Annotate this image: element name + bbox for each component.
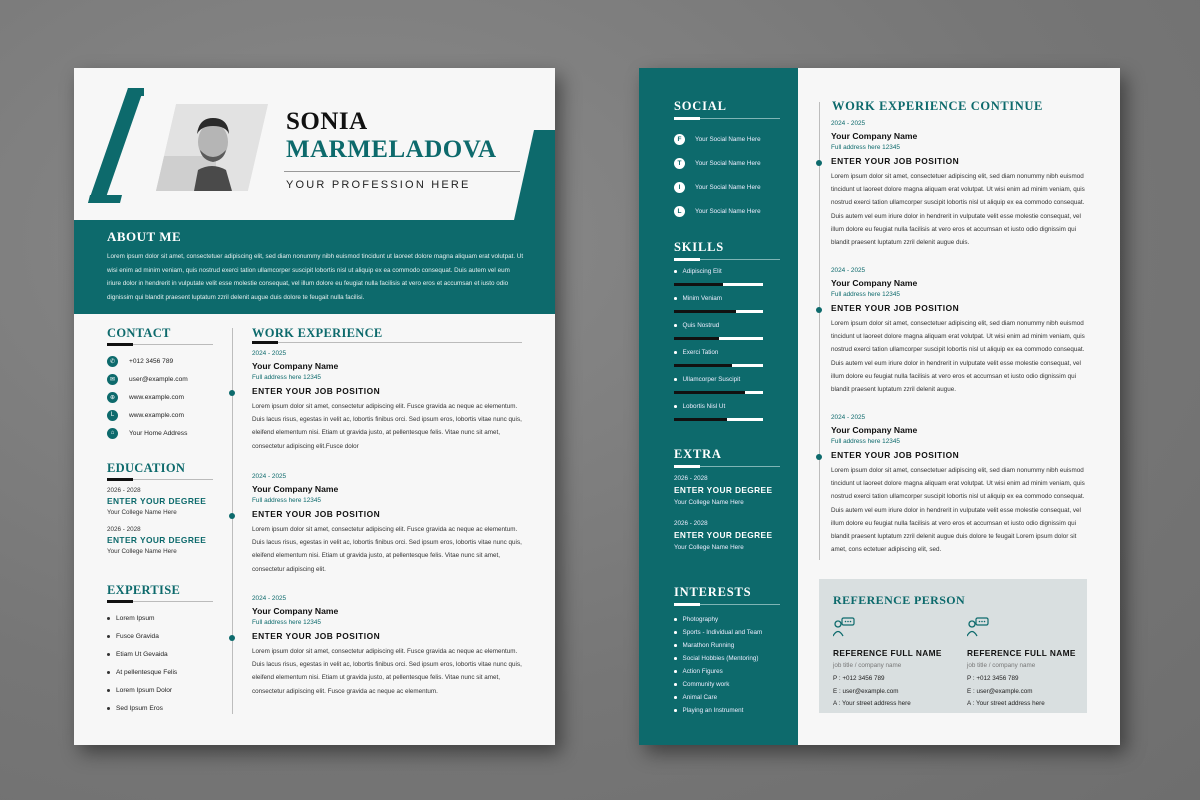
reference-phone: P : +012 3456 789 <box>967 675 1019 682</box>
skill-level-fill <box>674 337 719 340</box>
bullet-icon <box>107 635 110 638</box>
social-label: Your Social Name Here <box>695 135 761 143</box>
skill-level-bar <box>674 310 763 313</box>
skills-section <box>674 240 784 430</box>
job-position: ENTER YOUR JOB POSITION <box>831 450 960 460</box>
expertise-label: Lorem Ipsum <box>116 614 155 622</box>
reference-card <box>833 617 953 713</box>
work-experience-title: WORK EXPERIENCE <box>252 326 383 340</box>
reference-job: job title / company name <box>967 662 1036 669</box>
expertise-title: EXPERTISE <box>107 583 181 597</box>
extra-title: EXTRA <box>674 447 722 461</box>
reference-name: REFERENCE FULL NAME <box>967 648 1076 658</box>
job-description: Lorem ipsum dolor sit amet, consectetur adipiscing elit. Fusce gravida ac neque ac elementum. Duis lacus risus, egestas in velit ac, lobortis finibus orci. Sed ipsum eros, lobortis vitae nunc quis, eleifend elementum nisi. Etiam ut gravida justo, at pellentesque felis. Vitae nunc sit amet, consectetur adipiscing elit.Fusce dolor <box>252 403 522 450</box>
job-position: ENTER YOUR JOB POSITION <box>252 631 381 641</box>
work-continue-title: WORK EXPERIENCE CONTINUE <box>832 99 1043 113</box>
web-icon: ⊕ <box>107 392 118 403</box>
section-divider <box>674 118 780 119</box>
person-speech-icon <box>967 617 989 637</box>
reference-card <box>967 617 1087 713</box>
skill-label <box>674 376 784 383</box>
extra-year: 2026 - 2028 <box>674 520 708 527</box>
education-year: 2026 - 2028 <box>107 526 141 533</box>
job-year: 2024 - 2025 <box>252 595 287 602</box>
extra-section <box>674 447 784 551</box>
linkedin-icon: L <box>107 410 118 421</box>
job-address: Full address here 12345 <box>831 291 900 298</box>
bullet-icon <box>674 631 677 634</box>
contact-website[interactable] <box>107 388 217 406</box>
job-description: Lorem ipsum dolor sit amet, consectetur adipiscing elit. Fusce gravida ac neque ac elementum. Duis lacus risus, egestas in velit ac, lobortis finibus orci. Sed ipsum eros, lobortis vitae nunc quis, eleifend elementum nisi. Etiam ut gravida justo, at pellentesque felis. Vitae nunc sit amet, consectetur adipiscing elit. Fusce gravida ac neque ac elementum. <box>252 648 522 695</box>
work-item <box>252 595 524 698</box>
education-degree: ENTER YOUR DEGREE <box>107 535 207 545</box>
timeline-dot <box>229 390 235 396</box>
bullet-icon <box>674 644 677 647</box>
social-item[interactable] <box>674 151 784 175</box>
social-section <box>674 99 784 223</box>
extra-item <box>674 475 784 506</box>
bullet-icon <box>107 653 110 656</box>
instagram-icon: I <box>674 182 685 193</box>
skill-level-bar <box>674 391 763 394</box>
skill-item <box>674 376 784 403</box>
expertise-label: Sed Ipsum Eros <box>116 704 163 712</box>
contact-text: user@example.com <box>129 375 188 383</box>
facebook-icon: F <box>674 134 685 145</box>
interest-item <box>674 704 784 717</box>
reference-job: job title / company name <box>833 662 902 669</box>
job-company: Your Company Name <box>831 131 918 141</box>
bullet-icon <box>674 709 677 712</box>
linkedin-icon: L <box>674 206 685 217</box>
bullet-icon <box>674 351 677 354</box>
section-divider <box>107 344 213 345</box>
interest-label: Sports - Individual and Team <box>682 629 763 636</box>
reference-phone: P : +012 3456 789 <box>833 675 885 682</box>
expertise-item <box>107 681 217 699</box>
skill-item <box>674 403 784 430</box>
about-section <box>74 220 555 314</box>
contact-email[interactable] <box>107 370 217 388</box>
expertise-label: Fusce Gravida <box>116 632 159 640</box>
skill-name: Exerci Tation <box>682 349 719 356</box>
last-name: MARMELADOVA <box>286 136 497 163</box>
bullet-icon <box>674 696 677 699</box>
header-right-accent <box>514 130 555 220</box>
job-position: ENTER YOUR JOB POSITION <box>831 156 960 166</box>
interest-label: Marathon Running <box>682 642 735 649</box>
skill-label <box>674 349 784 356</box>
reference-name: REFERENCE FULL NAME <box>833 648 942 658</box>
section-divider <box>107 479 213 480</box>
skill-item <box>674 268 784 295</box>
contact-section <box>107 326 217 442</box>
education-title: EDUCATION <box>107 461 186 475</box>
skill-label <box>674 322 784 329</box>
work-item <box>252 350 524 453</box>
work-item <box>831 120 1091 249</box>
bullet-icon <box>674 297 677 300</box>
work-item <box>831 267 1091 396</box>
skill-item <box>674 322 784 349</box>
reference-title: REFERENCE PERSON <box>833 593 966 607</box>
left-column <box>107 326 217 717</box>
skill-level-fill <box>674 364 732 367</box>
education-year: 2026 - 2028 <box>107 487 141 494</box>
skill-level-bar <box>674 418 763 421</box>
resume-header <box>74 68 555 220</box>
skill-label <box>674 295 784 302</box>
extra-item <box>674 520 784 551</box>
work-item <box>831 414 1091 556</box>
phone-icon: ✆ <box>107 356 118 367</box>
section-divider <box>674 259 780 260</box>
bullet-icon <box>107 617 110 620</box>
skill-label <box>674 268 784 275</box>
interests-title: INTERESTS <box>674 585 752 599</box>
expertise-item <box>107 645 217 663</box>
section-divider <box>674 466 780 467</box>
skill-level-bar <box>674 337 763 340</box>
contact-text: www.example.com <box>129 393 184 401</box>
skill-name: Ullamcorper Suscipit <box>682 376 741 383</box>
job-year: 2024 - 2025 <box>831 267 866 274</box>
job-address: Full address here 12345 <box>831 438 900 445</box>
timeline-dot <box>229 513 235 519</box>
skill-level-bar <box>674 283 763 286</box>
reference-address: A : Your street address here <box>833 700 911 707</box>
interest-item <box>674 626 784 639</box>
job-description: Lorem ipsum dolor sit amet, consectetuer adipiscing elit, sed diam nonummy nibh euismod tincidunt ut laoreet dolore magna aliquam erat volutpat. Ut wisi enim ad minim veniam, quis nostrud exerci tation ullamcorper suscipit lobortis nisl ut aliquip ex ea commodo consequat. Duis autem vel eum iriure dolor in hendrerit in vulputate velit esse molestie consequat, vel illum dolore eu feugiat nulla facilisis at vero eros et accumsan et iusto odio dignissim qui blandit praesent luptatum zzril delenit augue. <box>831 320 1085 394</box>
timeline-line <box>232 328 233 714</box>
bullet-icon <box>674 657 677 660</box>
job-company: Your Company Name <box>831 425 918 435</box>
contact-address <box>107 424 217 442</box>
skill-label <box>674 403 784 410</box>
extra-degree: ENTER YOUR DEGREE <box>674 485 773 495</box>
interest-item <box>674 652 784 665</box>
interest-item <box>674 678 784 691</box>
bullet-icon <box>674 405 677 408</box>
education-section <box>107 461 217 555</box>
profession-title: YOUR PROFESSION HERE <box>286 179 471 191</box>
social-label: Your Social Name Here <box>695 207 761 215</box>
profile-photo <box>156 104 268 191</box>
job-year: 2024 - 2025 <box>252 350 287 357</box>
job-year: 2024 - 2025 <box>252 473 287 480</box>
education-college: Your College Name Here <box>107 509 177 516</box>
section-divider <box>107 601 213 602</box>
home-icon: ⌂ <box>107 428 118 439</box>
job-company: Your Company Name <box>831 278 918 288</box>
extra-college: Your College Name Here <box>674 499 744 506</box>
skill-level-fill <box>674 391 745 394</box>
social-label: Your Social Name Here <box>695 183 761 191</box>
expertise-label: Etiam Ut Gevaida <box>116 650 168 658</box>
about-text: Lorem ipsum dolor sit amet, consectetuer adipiscing elit, sed diam nonummy nibh euismod tincidunt ut laoreet dolore magna aliquam erat volutpat. Ut wisi enim ad minim veniam, quis nostrud exerci tation ullamcorper suscipit lobortis nisl ut aliquip ex ea commodo consequat. Duis autem vel eum iriure dolor in hendrerit in vulputate velit esse molestie consequat, vel illum dolore eu feugiat nulla facilisis at vero eros et accumsan et iusto odio dignissim qui blandit praesent luptatum zzril delenit augue duis dolore te feugait nulla facilisi. <box>107 253 524 301</box>
skill-name: Minim Veniam <box>682 295 723 302</box>
bullet-icon <box>674 618 677 621</box>
job-year: 2024 - 2025 <box>831 120 866 127</box>
expertise-item <box>107 699 217 717</box>
interest-label: Action Figures <box>682 668 723 675</box>
job-address: Full address here 12345 <box>252 497 321 504</box>
skill-item <box>674 295 784 322</box>
timeline-line <box>819 102 820 560</box>
job-position: ENTER YOUR JOB POSITION <box>252 386 381 396</box>
name-divider <box>284 171 520 172</box>
twitter-icon: T <box>674 158 685 169</box>
contact-title: CONTACT <box>107 326 171 340</box>
bullet-icon <box>107 689 110 692</box>
job-description: Lorem ipsum dolor sit amet, consectetuer adipiscing elit, sed diam nonummy nibh euismod tincidunt ut laoreet dolore magna aliquam erat volutpat. Ut wisi enim ad minim veniam, quis nostrud exerci tation ullamcorper suscipit lobortis nisl ut aliquip ex ea commodo consequat. Duis autem vel eum iriure dolor in hendrerit in vulputate velit esse molestie consequat, vel illum dolore eu feugiat nulla facilisis at vero eros et accumsan et iusto odio dignissim qui blandit praesent luptatum zzril delenit augue duis dolore te feugait Lorem ipsum dolor sit amet, cons ectetuer adipiscing elit, sed. <box>831 467 1085 554</box>
job-company: Your Company Name <box>252 484 339 494</box>
job-company: Your Company Name <box>252 361 339 371</box>
contact-text: Your Home Address <box>129 429 188 437</box>
skill-level-fill <box>674 310 736 313</box>
social-label: Your Social Name Here <box>695 159 761 167</box>
bullet-icon <box>107 707 110 710</box>
education-item <box>107 526 217 555</box>
contact-linkedin[interactable] <box>107 406 217 424</box>
bullet-icon <box>674 324 677 327</box>
email-icon: ✉ <box>107 374 118 385</box>
expertise-item <box>107 663 217 681</box>
interest-label: Animal Care <box>682 694 718 701</box>
resume-page-1 <box>74 68 555 745</box>
expertise-item <box>107 609 217 627</box>
reference-email: E : user@example.com <box>967 687 1033 695</box>
reference-address: A : Your street address here <box>967 700 1045 707</box>
skills-title: SKILLS <box>674 240 724 254</box>
job-company: Your Company Name <box>252 606 339 616</box>
header-bracket-decoration <box>88 88 144 203</box>
section-divider <box>674 604 780 605</box>
social-item[interactable] <box>674 199 784 223</box>
interest-item <box>674 691 784 704</box>
expertise-section <box>107 583 217 717</box>
resume-page-2 <box>639 68 1120 745</box>
contact-text: +012 3456 789 <box>129 357 174 365</box>
social-item[interactable] <box>674 175 784 199</box>
first-name: SONIA <box>286 108 368 135</box>
education-item <box>107 487 217 516</box>
extra-degree: ENTER YOUR DEGREE <box>674 530 773 540</box>
interest-label: Photography <box>682 616 719 623</box>
job-address: Full address here 12345 <box>252 374 321 381</box>
timeline-dot <box>816 454 822 460</box>
bullet-icon <box>674 378 677 381</box>
interest-label: Playing an Instrument <box>682 707 744 714</box>
about-title: ABOUT ME <box>107 229 182 244</box>
skill-level-fill <box>674 418 727 421</box>
interest-item <box>674 665 784 678</box>
sidebar <box>639 68 798 745</box>
reference-section <box>819 579 1087 713</box>
bullet-icon <box>107 671 110 674</box>
social-title: SOCIAL <box>674 99 727 113</box>
skill-name: Adipiscing Elit <box>682 268 722 275</box>
timeline-dot <box>816 307 822 313</box>
skill-level-bar <box>674 364 763 367</box>
bullet-icon <box>674 270 677 273</box>
job-position: ENTER YOUR JOB POSITION <box>831 303 960 313</box>
interest-label: Social Hobbies (Mentoring) <box>682 655 759 662</box>
job-description: Lorem ipsum dolor sit amet, consectetuer adipiscing elit, sed diam nonummy nibh euismod tincidunt ut laoreet dolore magna aliquam erat volutpat. Ut wisi enim ad minim veniam, quis nostrud exerci tation ullamcorper suscipit lobortis nisl ut aliquip ex ea commodo consequat. Duis autem vel eum iriure dolor in hendrerit in vulputate velit esse molestie consequat, vel illum dolore eu feugiat nulla facilisis at vero eros et accumsan et iusto odio dignissim qui blandit praesent luptatum zzril delenit augue duis. <box>831 173 1085 247</box>
contact-text: www.example.com <box>129 411 184 419</box>
timeline-dot <box>816 160 822 166</box>
interests-section <box>674 585 784 717</box>
timeline-dot <box>229 635 235 641</box>
extra-college: Your College Name Here <box>674 544 744 551</box>
bullet-icon <box>674 683 677 686</box>
reference-email: E : user@example.com <box>833 687 899 695</box>
contact-phone[interactable] <box>107 352 217 370</box>
skill-name: Lobortis Nisl Ut <box>682 403 726 410</box>
education-college: Your College Name Here <box>107 548 177 555</box>
job-description: Lorem ipsum dolor sit amet, consectetur adipiscing elit. Fusce gravida ac neque ac elementum. Duis lacus risus, egestas in velit ac, lobortis finibus orci. Sed ipsum eros, lobortis vitae nunc quis, eleifend elementum nisi. Etiam ut gravida justo, at pellentesque felis. Vitae nunc sit amet, consectetur adipiscing elit. <box>252 526 522 573</box>
job-address: Full address here 12345 <box>831 144 900 151</box>
interest-label: Community work <box>682 681 730 688</box>
expertise-label: At pellentesque Felis <box>116 668 178 676</box>
education-degree: ENTER YOUR DEGREE <box>107 496 207 506</box>
section-divider <box>252 342 522 343</box>
interest-item <box>674 613 784 626</box>
expertise-item <box>107 627 217 645</box>
interest-item <box>674 639 784 652</box>
job-address: Full address here 12345 <box>252 619 321 626</box>
expertise-label: Lorem Ipsum Dolor <box>116 686 173 694</box>
job-position: ENTER YOUR JOB POSITION <box>252 509 381 519</box>
skill-level-fill <box>674 283 723 286</box>
extra-year: 2026 - 2028 <box>674 475 708 482</box>
skill-item <box>674 349 784 376</box>
bullet-icon <box>674 670 677 673</box>
social-item[interactable] <box>674 127 784 151</box>
person-speech-icon <box>833 617 855 637</box>
job-year: 2024 - 2025 <box>831 414 866 421</box>
work-item <box>252 473 524 576</box>
skill-name: Quis Nostrud <box>682 322 720 329</box>
